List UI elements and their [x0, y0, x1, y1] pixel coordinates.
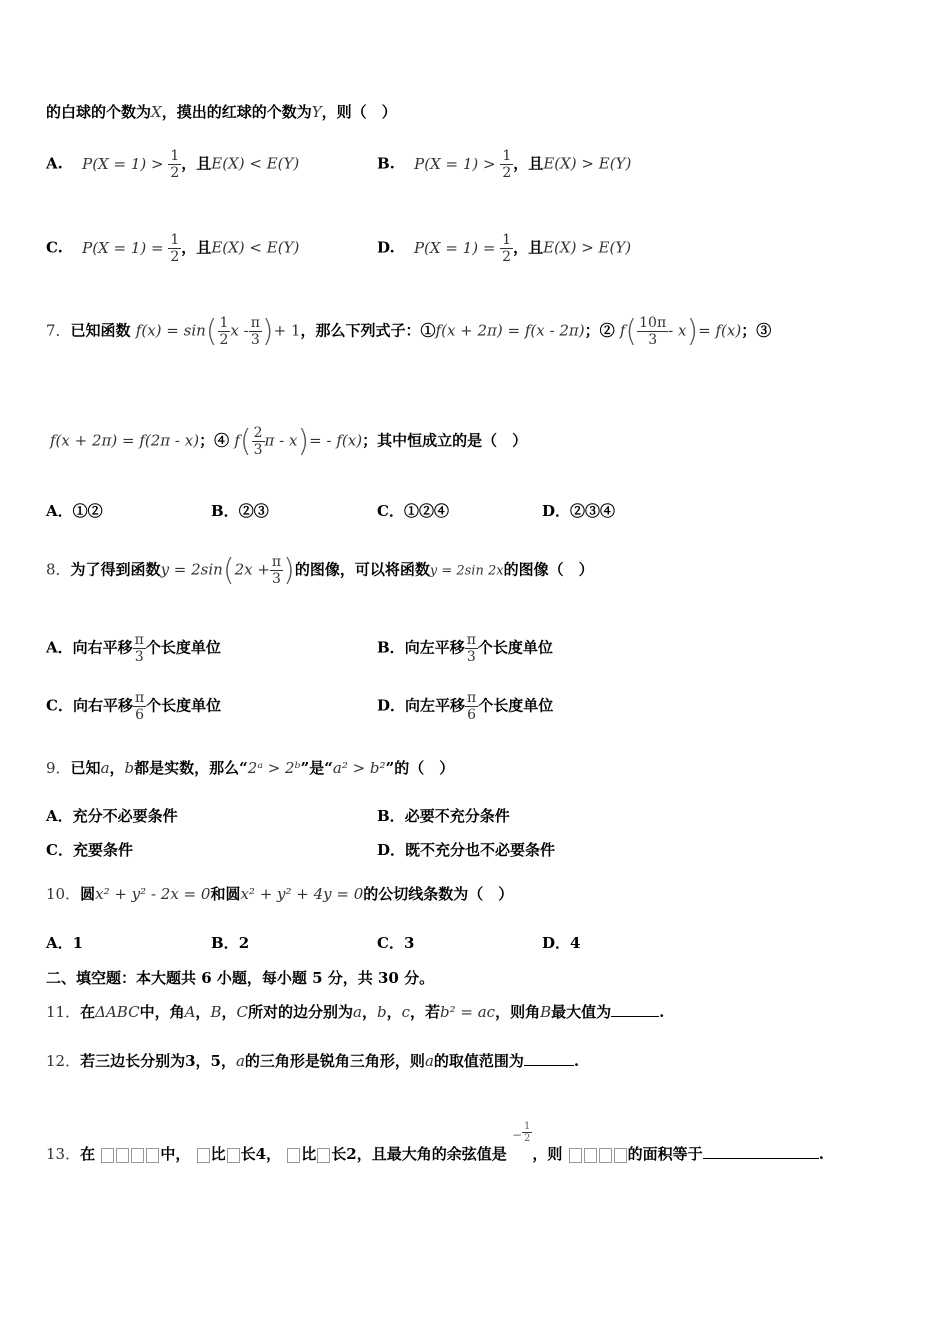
frac-den: 2 [170, 249, 180, 265]
paren: ( [205, 314, 218, 349]
q9-option-d [377, 839, 555, 860]
option-label: D. [377, 238, 395, 257]
option-text: 个长度单位 [146, 696, 222, 715]
q13-text: 比 [210, 1145, 226, 1163]
var-a: a [100, 759, 110, 777]
paren: ( [625, 314, 638, 349]
q10-option-a [46, 932, 83, 953]
q8-text: 的图像，可以将函数 [294, 560, 430, 579]
fraction [500, 232, 513, 265]
q10-text: 圆 [80, 885, 96, 903]
option-conj: ，且 [513, 154, 544, 173]
question-number: 7． [46, 321, 71, 340]
q7-expr3: f(x + 2π) = f(2π - x) [50, 431, 200, 450]
option-label: A. [46, 154, 63, 173]
option-text: 向左平移 [405, 696, 466, 715]
q10-circle2: x² + y² + 4y = 0 [240, 885, 364, 903]
q12-stem [46, 1050, 910, 1071]
frac-num: 1 [219, 315, 229, 331]
q11-text: 在 [80, 1003, 96, 1021]
var-B: B [210, 1003, 222, 1021]
option-label: C． [46, 841, 73, 859]
q11-text: ，若 [409, 1003, 440, 1021]
question-number: 12． [46, 1052, 81, 1070]
option-conj: ，且 [513, 238, 544, 257]
missing-glyph-box [317, 1148, 330, 1163]
missing-glyph-box [101, 1148, 114, 1163]
option-label: D． [542, 934, 571, 952]
q6-option-b [377, 148, 631, 181]
q11-text: ， [361, 1003, 377, 1021]
q9-option-b [377, 805, 510, 826]
q6-stem [46, 101, 910, 122]
q7-text: ，那么下列式子：① [300, 321, 436, 340]
missing-glyph-box [614, 1148, 627, 1163]
var-c: c [401, 1003, 410, 1021]
frac-num: 1 [170, 148, 180, 164]
frac-den: 2 [170, 165, 180, 181]
q7-option-c [377, 500, 449, 521]
option-text: 1 [72, 934, 84, 952]
q13-text: . [818, 1145, 824, 1163]
missing-glyph-box [569, 1148, 582, 1163]
frac-den: 2 [502, 165, 512, 181]
missing-glyph-box [197, 1148, 210, 1163]
answer-blank[interactable] [524, 1065, 574, 1066]
q7-arg: x - [230, 321, 249, 340]
missing-glyph-box [227, 1148, 240, 1163]
q11-text: ，则角 [495, 1003, 541, 1021]
answer-blank[interactable] [703, 1158, 819, 1159]
q11-eq: b² = ac [440, 1003, 496, 1021]
q11-triangle: ΔABC [95, 1003, 140, 1021]
option-text: 3 [403, 934, 415, 952]
q6-text: ，则（ ） [321, 103, 397, 121]
fraction [133, 632, 146, 665]
q11-text: ， [386, 1003, 402, 1021]
option-label: B． [377, 638, 405, 657]
option-text: 既不充分也不必要条件 [405, 841, 556, 859]
q7-stem [46, 314, 910, 349]
frac-num: 1 [502, 232, 512, 248]
var-a: a [424, 1052, 434, 1070]
question-number: 8． [46, 560, 71, 579]
var-C: C [236, 1003, 248, 1021]
q8-option-a [46, 632, 221, 665]
q10-stem [46, 883, 910, 904]
option-text: 充要条件 [72, 841, 133, 859]
fraction [133, 690, 146, 723]
q6-option-a [46, 148, 299, 181]
fraction [252, 425, 265, 458]
frac-den: 3 [250, 332, 260, 348]
fraction [465, 690, 478, 723]
missing-glyph-box [146, 1148, 159, 1163]
fraction [218, 315, 231, 348]
q10-text: 和圆 [210, 885, 241, 903]
var-b: b [124, 759, 135, 777]
frac-den: 2 [524, 1133, 531, 1144]
option-relation: E(X) > E(Y) [543, 154, 632, 173]
q10-option-b [211, 932, 249, 953]
q13-text: 长4， [240, 1145, 282, 1163]
q12-text: 的取值范围为 [433, 1052, 524, 1070]
frac-num: π [134, 690, 145, 706]
option-label: C． [377, 934, 404, 952]
frac-num: 2 [253, 425, 263, 441]
fraction [465, 632, 478, 665]
q7-option-d [542, 500, 615, 521]
q9-stem [46, 757, 910, 778]
option-relation: E(X) < E(Y) [211, 154, 300, 173]
option-text: 个长度单位 [478, 696, 554, 715]
q13-text: ，则 [532, 1145, 563, 1163]
option-label: C． [377, 502, 404, 520]
var-y: Y [311, 103, 322, 121]
fraction [249, 315, 262, 348]
paren: ) [283, 553, 295, 588]
q13-text: 比 [301, 1145, 317, 1163]
frac-num: π [250, 315, 260, 331]
var-B: B [540, 1003, 552, 1021]
q7-text: ；其中恒成立的是（ ） [362, 431, 528, 450]
option-label: A． [46, 502, 73, 520]
q7-option-b [211, 500, 269, 521]
q9-text: ”的（ ） [385, 759, 455, 777]
var-a: a [235, 1052, 245, 1070]
option-label: A． [46, 638, 73, 657]
q12-text: 若三边长分别为3，5， [80, 1052, 236, 1070]
option-label: C. [46, 238, 63, 257]
q10-circle1: x² + y² - 2x = 0 [95, 885, 211, 903]
q9-option-a [46, 805, 178, 826]
paren: ) [261, 314, 274, 349]
q8-option-c [46, 690, 221, 723]
frac-num: π [467, 690, 477, 706]
q6-option-d [377, 232, 631, 265]
q7-plus: + 1 [273, 321, 301, 340]
q7-expr2-f: f [619, 321, 626, 340]
option-formula: P(X = 1) = [82, 238, 169, 257]
paren: ) [686, 314, 699, 349]
q12-text: 的三角形是锐角三角形，则 [244, 1052, 425, 1070]
frac-num: π [134, 632, 144, 648]
frac-den: 3 [466, 649, 476, 665]
option-text: 2 [238, 934, 250, 952]
q6-text: 的白球的个数为 [46, 103, 152, 121]
q11-text: ， [195, 1003, 211, 1021]
q11-text: ， [221, 1003, 237, 1021]
frac-num: π [271, 554, 282, 570]
missing-glyph-box [287, 1148, 300, 1163]
q8-func1: y = 2sin [160, 560, 223, 579]
q7-func: f(x) = sin [135, 321, 206, 340]
q6-option-c [46, 232, 299, 265]
option-relation: E(X) > E(Y) [543, 238, 632, 257]
option-label: B． [211, 934, 239, 952]
missing-glyph-box [131, 1148, 144, 1163]
option-text: 个长度单位 [145, 638, 221, 657]
q9-option-c [46, 839, 133, 860]
q8-func2: y = 2sin 2x [429, 563, 504, 579]
frac-den: 6 [135, 707, 145, 723]
q11-text: 中，角 [139, 1003, 185, 1021]
option-text: 向左平移 [404, 638, 465, 657]
section-heading: 二、填空题：本大题共 6 小题，每小题 5 分，共 30 分。 [46, 969, 435, 987]
q9-text: ， [109, 759, 125, 777]
option-label: C． [46, 696, 73, 715]
q7-expr4-tail: π - x [264, 431, 298, 450]
missing-glyph-box [599, 1148, 612, 1163]
missing-glyph-box [584, 1148, 597, 1163]
question-number: 9． [46, 759, 71, 777]
question-number: 11． [46, 1003, 81, 1021]
frac-num: 1 [524, 1121, 531, 1132]
q13-text: 在 [80, 1145, 96, 1163]
paren: ( [239, 424, 252, 459]
option-text: 充分不必要条件 [72, 807, 178, 825]
fraction [270, 554, 283, 587]
frac-num: π [466, 632, 476, 648]
option-label: D． [377, 696, 406, 715]
var-b: b [376, 1003, 387, 1021]
fraction [500, 148, 513, 181]
q13-stem [46, 1121, 910, 1164]
q7-option-a [46, 500, 103, 521]
missing-glyph-box [116, 1148, 129, 1163]
q7-expr2-tail: - x [668, 321, 687, 340]
option-relation: E(X) < E(Y) [211, 238, 300, 257]
q9-text: 都是实数，那么“ [134, 759, 248, 777]
option-text: ②③④ [570, 502, 616, 520]
paren: ( [222, 553, 235, 588]
fraction [168, 232, 181, 265]
frac-den: 3 [272, 571, 281, 587]
option-text: 4 [570, 934, 581, 952]
q7-stem-cont [50, 424, 910, 459]
q10-option-c [377, 932, 414, 953]
frac-num: 1 [170, 232, 180, 248]
q12-text: . [573, 1052, 580, 1070]
option-formula: P(X = 1) > [414, 154, 501, 173]
q8-stem [46, 553, 910, 588]
q6-text: ，摸出的红球的个数为 [161, 103, 312, 121]
option-label: A． [46, 934, 73, 952]
frac-den: 3 [253, 442, 263, 458]
q13-neg: − [511, 1128, 523, 1142]
q7-expr2-eq: = f(x) [698, 321, 742, 340]
q7-expr1: f(x + 2π) = f(x - 2π) [435, 321, 585, 340]
var-x: X [151, 103, 162, 121]
fraction [522, 1121, 532, 1144]
frac-den: 6 [467, 707, 477, 723]
frac-den: 3 [134, 649, 144, 665]
q11-text: . [659, 1003, 665, 1021]
question-number: 13． [46, 1145, 81, 1163]
option-text: 向右平移 [72, 638, 133, 657]
q7-expr4-f: f [234, 431, 240, 450]
var-A: A [184, 1003, 196, 1021]
option-conj: ，且 [181, 154, 212, 173]
paren: ) [297, 424, 310, 459]
option-formula: P(X = 1) = [413, 238, 501, 257]
q13-text: 长2，且最大角的余弦值是 [331, 1145, 507, 1163]
q9-cond1: 2ᵃ > 2ᵇ [247, 759, 301, 777]
option-text: 必要不充分条件 [404, 807, 510, 825]
option-label: B． [211, 502, 239, 520]
q11-text: 所对的边分别为 [247, 1003, 353, 1021]
frac-num: 1 [502, 148, 512, 164]
q7-text: 已知函数 [70, 321, 131, 340]
frac-num: 10π [639, 315, 667, 331]
q9-text: 已知 [70, 759, 101, 777]
var-a: a [352, 1003, 362, 1021]
q10-option-d [542, 932, 580, 953]
option-label: B. [377, 154, 395, 173]
frac-den: 2 [219, 332, 229, 348]
q13-text: 中， [160, 1145, 191, 1163]
option-text: ①② [72, 502, 103, 520]
option-text: 个长度单位 [477, 638, 553, 657]
q8-arg: 2x + [234, 560, 270, 579]
q11-text: 最大值为 [551, 1003, 612, 1021]
option-formula: P(X = 1) > [82, 154, 169, 173]
fraction [168, 148, 181, 181]
frac-den: 2 [502, 249, 512, 265]
q8-text: 为了得到函数 [70, 560, 161, 579]
q7-text: ；④ [199, 431, 230, 450]
fraction [637, 315, 668, 348]
q8-option-d [377, 690, 553, 723]
frac-den: 3 [648, 332, 658, 348]
q13-text: 的面积等于 [627, 1145, 703, 1163]
option-label: D． [542, 502, 571, 520]
option-label: D． [377, 841, 406, 859]
option-label: A． [46, 807, 73, 825]
q11-stem [46, 1001, 910, 1022]
question-number: 10． [46, 885, 81, 903]
option-conj: ，且 [181, 238, 212, 257]
option-text: 向右平移 [72, 696, 133, 715]
q7-text: ；② [584, 321, 615, 340]
option-text: ①②④ [403, 502, 449, 520]
q8-option-b [377, 632, 553, 665]
q9-cond2: a² > b² [332, 759, 386, 777]
option-text: ②③ [238, 502, 269, 520]
answer-blank[interactable] [611, 1016, 659, 1017]
q7-expr4-eq: = - f(x) [309, 431, 363, 450]
q8-text: 的图像（ ） [503, 560, 594, 579]
q10-text: 的公切线条数为（ ） [363, 885, 514, 903]
option-label: B． [377, 807, 405, 825]
q7-text: ；③ [741, 321, 772, 340]
q9-text: ”是“ [300, 759, 333, 777]
